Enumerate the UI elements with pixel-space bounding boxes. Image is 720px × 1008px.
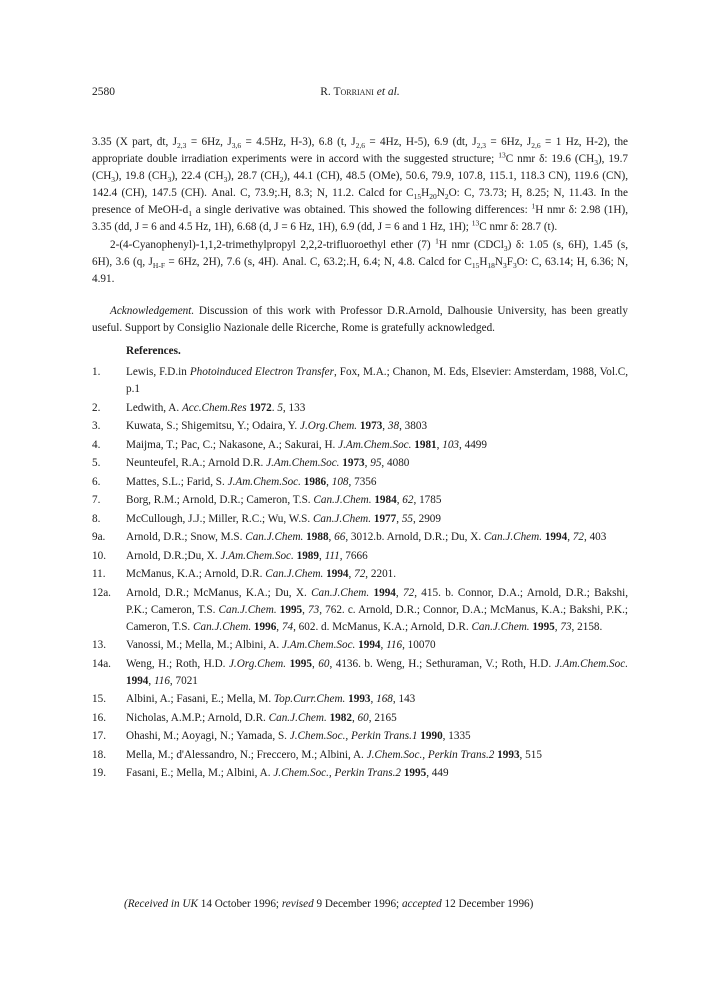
reference-item: 3. Kuwata, S.; Shigemitsu, Y.; Odaira, Y. J.Org.Chem. 1973, 38, 3803 [92, 420, 428, 433]
received-dates: (Received in UK 14 October 1996; revised 9 December 1996; accepted 12 December 1996) [124, 898, 534, 910]
reference-item: 9a. Arnold, D.R.; Snow, M.S. Can.J.Chem. 1988, 66, 3012.b. Arnold, D.R.; Du, X. Can.J.Chem. 1994, 72, 403 [92, 531, 607, 544]
article-body [92, 134, 628, 784]
reference-item: 14a. Weng, H.; Roth, H.D. J.Org.Chem. 1995, 60, 4136. b. Weng, H.; Sethuraman, V.; Roth, H.D. J.Am.Chem.Soc. 1994, 116, 7021 [92, 657, 629, 687]
reference-list [92, 364, 628, 782]
nmr-paragraph: 3.35 (X part, dt, $J_{2,3} = 6Hz$, $J_{3,6} = 4.5Hz$, H-3), 6.8 (t, $J_{2,6} = 4Hz$, H-5), 6.9 (dt, $J_{2,3} = 6Hz$, $J_{2,6} = 1$ Hz, H-2), the appropriate double irradiation experiments were in accord with the suggested structure; $^{13}$C nmr δ: 19.6 $(CH_3)$, 19.7 $(CH_3)$, 19.8 $(CH_3)$, 22.4 $(CH_3)$, 28.7 $(CH_2)$, 44.1 (CH), 48.5 (OMe), 50.6, 79.9, 107.8, 115.1, 118.3 CN), 119.6 (CN), 142.4 (CH), 147.5 (CH). Anal. C, 73.9;.H, 8.3; N, 11.2. Calcd for $C_{15}H_{20}N_2O$: C, 73.73; H, 8.25; N, 11.43. In the presence of MeOH-$d_1$ a single derivative was obtained. This showed the following differences: $^1$H nmr δ: 2.98 (1H), 3.35 (dd, J = 6 and 4.5 Hz, 1H), 6.68 (d, J = 6 Hz, 1H), 6.9 (dd, J = 6 and 1 Hz, 1H); $^{13}$C nmr δ: 28.7 (t). [92, 136, 629, 234]
page-header [92, 86, 628, 102]
reference-item: 2. Ledwith, A. Acc.Chem.Res 1972. 5, 133 [92, 401, 306, 414]
running-title-etal: et al. [376, 86, 400, 98]
running-title-author: R. Torriani [320, 86, 374, 98]
reference-item: 8. McCullough, J.J.; Miller, R.C.; Wu, W.S. Can.J.Chem. 1977, 55, 2909 [92, 512, 441, 525]
reference-item: 5. Neunteufel, R.A.; Arnold D.R. J.Am.Chem.Soc. 1973, 95, 4080 [92, 457, 410, 470]
references-heading: References. [126, 345, 181, 358]
acknowledgement-label: Acknowledgement. [110, 304, 195, 317]
reference-item: 7. Borg, R.M.; Arnold, D.R.; Cameron, T.S. Can.J.Chem. 1984, 62, 1785 [92, 494, 442, 507]
reference-item: 11. McManus, K.A.; Arnold, D.R. Can.J.Chem. 1994, 72, 2201. [92, 568, 397, 581]
reference-item: 6. Mattes, S.L.; Farid, S. J.Am.Chem.Soc. 1986, 108, 7356 [92, 475, 377, 488]
reference-item: 13. Vanossi, M.; Mella, M.; Albini, A. J.Am.Chem.Soc. 1994, 116, 10070 [92, 639, 436, 652]
reference-item: 15. Albini, A.; Fasani, E.; Mella, M. Top.Curr.Chem. 1993, 168, 143 [92, 693, 416, 706]
reference-item: 18. Mella, M.; d'Alessandro, N.; Freccero, M.; Albini, A. J.Chem.Soc., Perkin Trans.2 1993, 515 [92, 748, 542, 761]
reference-item: 4. Maijma, T.; Pac, C.; Nakasone, A.; Sakurai, H. J.Am.Chem.Soc. 1981, 103, 4499 [92, 438, 487, 451]
reference-item: 16. Nicholas, A.M.P.; Arnold, D.R. Can.J.Chem. 1982, 60, 2165 [92, 711, 397, 724]
page-number: 2580 [92, 86, 115, 98]
reference-item: 1. Lewis, F.D.in Photoinduced Electron Transfer, Fox, M.A.; Chanon, M. Eds, Elsevier: Amsterdam, 1988, Vol.C, p.1 [92, 366, 629, 396]
reference-item: 10. Arnold, D.R.;Du, X. J.Am.Chem.Soc. 1989, 111, 7666 [92, 549, 368, 562]
reference-item: 19. Fasani, E.; Mella, M.; Albini, A. J.Chem.Soc., Perkin Trans.2 1995, 449 [92, 767, 449, 780]
acknowledgement: Acknowledgement. Discussion of this work with Professor D.R.Arnold, Dalhousie University, has been greatly useful. Support by Consiglio Nazionale delle Ricerche, Rome is gratefully acknowledged. [92, 304, 628, 334]
compound-7-paragraph: 2-(4-Cyanophenyl)-1,1,2-trimethylpropyl 2,2,2-trifluoroethyl ether (7) $^1$H nmr (CDCl$_3$) δ: 1.05 (s, 6H), 1.45 (s, 6H), 3.6 (q, $J_{H-F} = 6Hz$, 2H), 7.6 (s, 4H). Anal. C, 63.2;.H, 6.4; N, 4.8. Calcd for $C_{15}H_{18}N_3F_3O$: C, 63.14; H, 6.36; N, 4.91. [92, 235, 629, 285]
running-title [92, 86, 628, 98]
reference-item: 17. Ohashi, M.; Aoyagi, N.; Yamada, S. J.Chem.Soc., Perkin Trans.1 1990, 1335 [92, 730, 471, 743]
reference-item: 12a. Arnold, D.R.; McManus, K.A.; Du, X. Can.J.Chem. 1994, 72, 415. b. Connor, D.A.; Arnold, D.R.; Bakshi, P.K.; Cameron, T.S. Can.J.Chem. 1995, 73, 762. c. Arnold, D.R.; Connor, D.A.; McManus, K.A.; Bakshi, P.K.; Cameron, T.S. Can.J.Chem. 1996, 74, 602. d. McManus, K.A.; Arnold, D.R. Can.J.Chem. 1995, 73, 2158. [92, 586, 629, 633]
